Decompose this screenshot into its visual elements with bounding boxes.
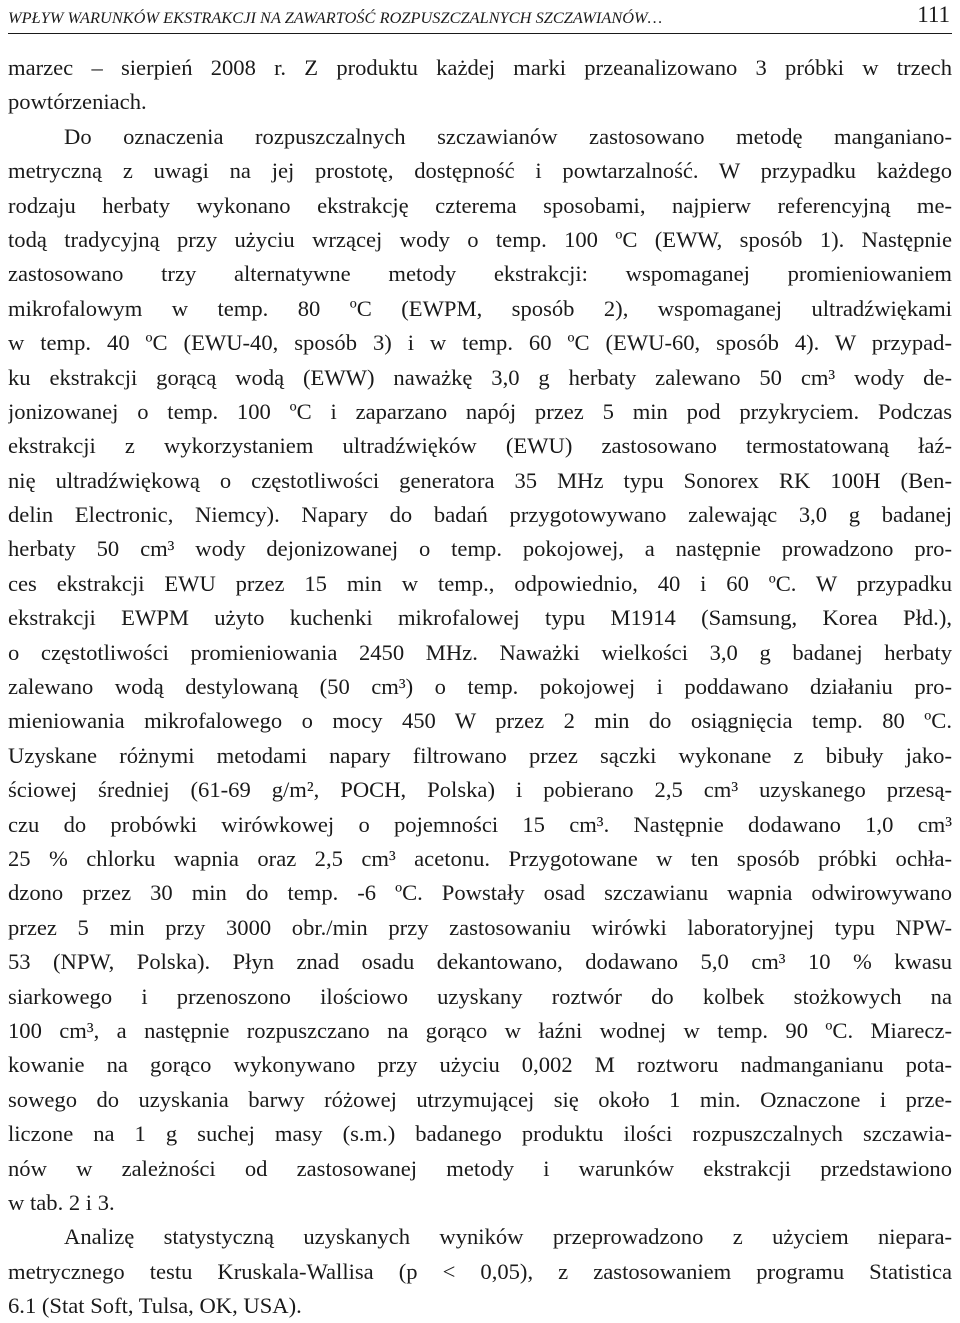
text-line: zastosowano trzy alternatywne metody ekstrakcji: wspomaganej promieniowaniem — [8, 261, 952, 287]
body-text — [8, 51, 952, 1323]
text-line: o częstotliwości promieniowania 2450 MHz. Naważki wielkości 3,0 g badanej herbaty — [8, 639, 952, 665]
text-line: nię ultradźwiękową o częstotliwości generatora 35 MHz typu Sonorex RK 100H (Ben- — [8, 467, 952, 493]
text-line: Uzyskane różnymi metodami napary filtrowano przez sączki wykonane z bibuły jako- — [8, 742, 952, 768]
text-line: przez 5 min przy 3000 obr./min przy zastosowaniu wirówki laboratoryjnej typu NPW- — [8, 914, 952, 940]
text-line: ku ekstrakcji gorącą wodą (EWW) naważkę 3,0 g herbaty zalewano 50 cm³ wody de- — [8, 364, 952, 390]
text-line: ekstrakcji EWPM użyto kuchenki mikrofalowej typu M1914 (Samsung, Korea Płd.), — [8, 605, 952, 631]
text-line: rodzaju herbaty wykonano ekstrakcję czterema sposobami, najpierw referencyjną me- — [8, 192, 952, 218]
text-line: ekstrakcji z wykorzystaniem ultradźwięków (EWU) zastosowano termostatowaną łaź- — [8, 433, 952, 459]
paragraph-p3 — [8, 1220, 952, 1323]
paragraph-p1 — [8, 51, 952, 120]
text-line: metryczną z uwagi na jej prostotę, dostępność i powtarzalność. W przypadku każdego — [8, 158, 952, 184]
text-line: nów w zależności od zastosowanej metody i warunków ekstrakcji przedstawiono — [8, 1155, 952, 1181]
text-line: 53 (NPW, Polska). Płyn znad osadu dekantowano, dodawano 5,0 cm³ 10 % kwasu — [8, 949, 952, 975]
text-line: mikrofalowym w temp. 80 ºC (EWPM, sposób 2), wspomaganej ultradźwiękami — [8, 295, 952, 321]
text-line: metrycznego testu Kruskala-Wallisa (p < 0,05), z zastosowaniem programu Statistica — [8, 1258, 952, 1284]
text-line: w tab. 2 i 3. — [8, 1189, 115, 1215]
text-line: marzec – sierpień 2008 r. Z produktu każdej marki przeanalizowano 3 próbki w trzech — [8, 55, 952, 80]
text-line: delin Electronic, Niemcy). Napary do badań przygotowywano zalewając 3,0 g badanej — [8, 502, 952, 528]
text-line: sowego do uzyskania barwy różowej utrzymującej się około 1 min. Oznaczone i prze- — [8, 1086, 952, 1112]
text-line: mieniowania mikrofalowego o mocy 450 W przez 2 min do osiągnięcia temp. 80 ºC. — [8, 708, 952, 734]
text-line: jonizowanej o temp. 100 ºC i zaparzano napój przez 5 min pod przykryciem. Podczas — [8, 398, 952, 424]
running-header — [8, 2, 952, 32]
text-line: Do oznaczenia rozpuszczalnych szczawianów zastosowano metodę manganiano- — [64, 123, 952, 149]
text-line: liczone na 1 g suchej masy (s.m.) badanego produktu ilości rozpuszczalnych szczawia- — [8, 1121, 952, 1147]
text-line: powtórzeniach. — [8, 89, 147, 115]
text-line: kowanie na gorąco wykonywano przy użyciu 0,002 M roztworu nadmanganianu pota- — [8, 1052, 952, 1078]
text-line: 100 cm³, a następnie rozpuszczano na gorąco w łaźni wodnej w temp. 90 ºC. Miarecz- — [8, 1017, 952, 1043]
text-line: 6.1 (Stat Soft, Tulsa, OK, USA). — [8, 1293, 302, 1319]
page-number: 111 — [917, 2, 950, 27]
text-line: w temp. 40 ºC (EWU-40, sposób 3) i w temp. 60 ºC (EWU-60, sposób 4). W przypad- — [8, 330, 952, 356]
text-line: czu do probówki wirówkowej o pojemności 15 cm³. Następnie dodawano 1,0 cm³ — [8, 811, 952, 837]
text-line: 25 % chlorku wapnia oraz 2,5 cm³ acetonu. Przygotowane w ten sposób próbki ochła- — [8, 845, 952, 871]
header-rule — [8, 33, 952, 34]
text-line: todą tradycyjną przy użyciu wrzącej wody o temp. 100 ºC (EWW, sposób 1). Następnie — [8, 226, 952, 252]
running-title: WPŁYW WARUNKÓW EKSTRAKCJI NA ZAWARTOŚĆ ROZPUSZCZALNYCH SZCZAWIANÓW… — [8, 8, 663, 27]
text-line: siarkowego i przenoszono ilościowo uzyskany roztwór do kolbek stożkowych na — [8, 983, 952, 1009]
text-line: herbaty 50 cm³ wody dejonizowanej o temp. pokojowej, a następnie prowadzono pro- — [8, 536, 952, 562]
text-line: zalewano wodą destylowaną (50 cm³) o temp. pokojowej i poddawano działaniu pro- — [8, 674, 952, 700]
paragraph-p2 — [8, 120, 952, 1221]
text-line: ściowej średniej (61-69 g/m², POCH, Polska) i pobierano 2,5 cm³ uzyskanego przesą- — [8, 777, 952, 803]
text-line: ces ekstrakcji EWU przez 15 min w temp., odpowiednio, 40 i 60 ºC. W przypadku — [8, 570, 952, 596]
text-line: Analizę statystyczną uzyskanych wyników przeprowadzono z użyciem niepara- — [64, 1224, 952, 1250]
text-line: dzono przez 30 min do temp. -6 ºC. Powstały osad szczawianu wapnia odwirowywano — [8, 880, 952, 906]
